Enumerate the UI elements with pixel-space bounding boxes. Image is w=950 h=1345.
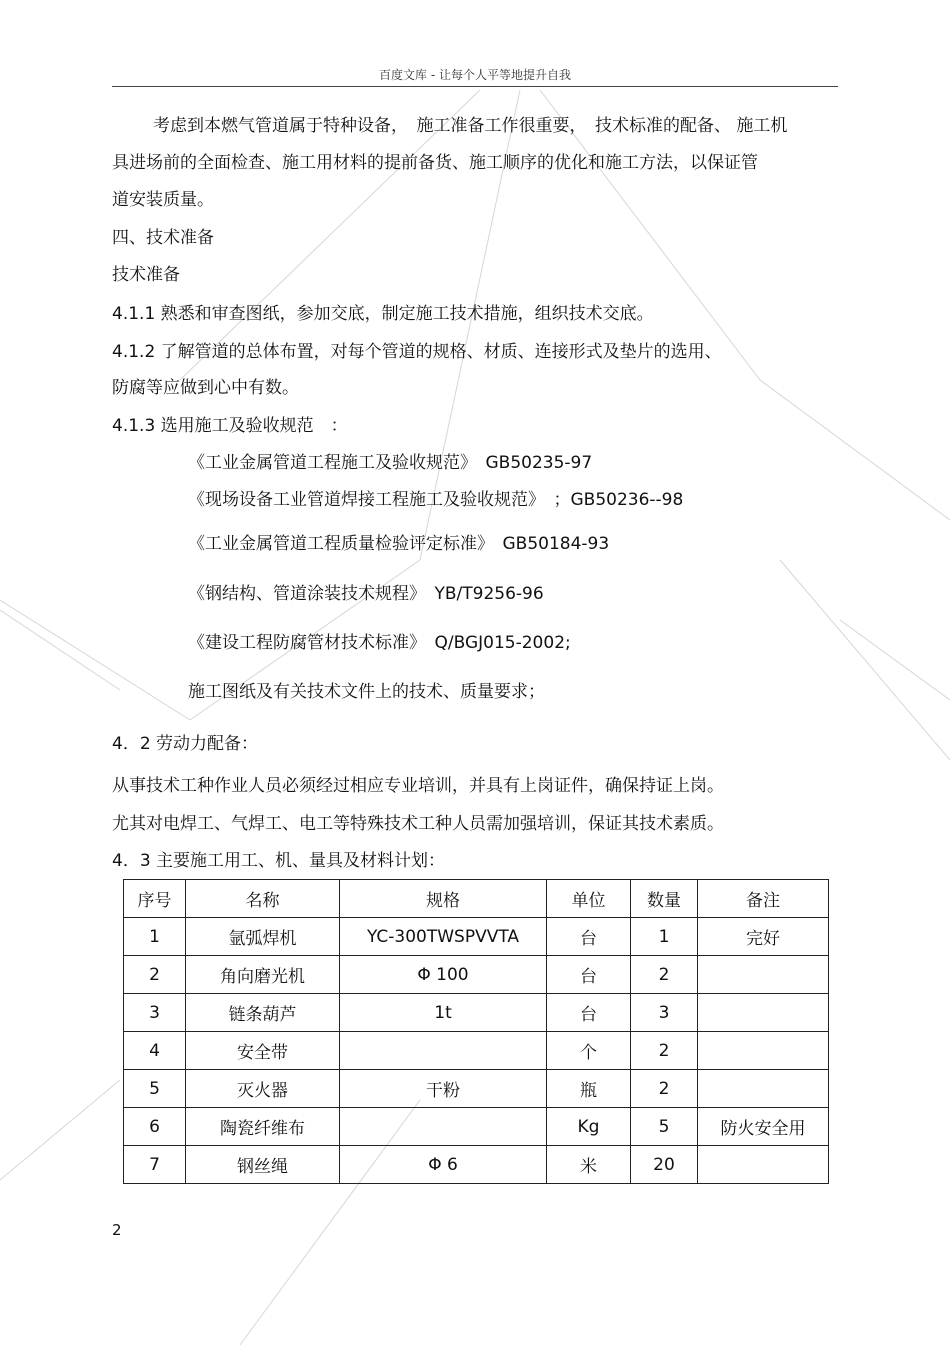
table-row — [124, 994, 829, 1032]
table-cell: 米 — [547, 1146, 631, 1184]
table-cell: 角向磨光机 — [186, 956, 340, 994]
table-cell: 5 — [631, 1108, 698, 1146]
table-cell: 钢丝绳 — [186, 1146, 340, 1184]
standard-1: 《工业金属管道工程施工及验收规范》 GB50235-97 — [188, 453, 593, 473]
para1-line2: 具进场前的全面检查、施工用材料的提前备货、施工顺序的优化和施工方法，以保证管 — [112, 153, 758, 173]
labor-line2: 尤其对电焊工、气焊工、电工等特殊技术工种人员需加强培训，保证其技术素质。 — [112, 814, 724, 834]
table-header-row — [124, 880, 829, 918]
standard-2: 《现场设备工业管道焊接工程施工及验收规范》 ；GB50236--98 — [188, 490, 684, 510]
table-cell — [698, 956, 829, 994]
table-cell: Φ 100 — [340, 956, 547, 994]
table-cell: 7 — [124, 1146, 186, 1184]
para1-line3: 道安装质量。 — [112, 190, 214, 210]
table-cell: 干粉 — [340, 1070, 547, 1108]
table-cell: 安全带 — [186, 1032, 340, 1070]
table-cell: 2 — [631, 956, 698, 994]
table-cell: 2 — [631, 1032, 698, 1070]
table-cell: Φ 6 — [340, 1146, 547, 1184]
table-cell: 防火安全用 — [698, 1108, 829, 1146]
table-cell: 1 — [631, 918, 698, 956]
page-number: 2 — [112, 1221, 122, 1239]
table-cell: 4 — [124, 1032, 186, 1070]
table-cell: 1 — [124, 918, 186, 956]
item-4-3: 4．3 主要施工用工、机、量具及材料计划： — [112, 851, 446, 871]
item-4-1-2-line2: 防腐等应做到心中有数。 — [112, 378, 299, 398]
section-title: 四、技术准备 — [112, 228, 214, 248]
standard-5: 《建设工程防腐管材技术标准》 Q/BGJ015-2002; — [188, 633, 571, 653]
table-cell: 5 — [124, 1070, 186, 1108]
header-rule — [112, 86, 838, 87]
para1-line1: 考虑到本燃气管道属于特种设备， 施工准备工作很重要， 技术标准的配备、 施工机 — [153, 116, 788, 136]
table-cell: 20 — [631, 1146, 698, 1184]
header-cell: 规格 — [340, 880, 547, 918]
table-row — [124, 1108, 829, 1146]
item-4-1-3: 4.1.3 选用施工及验收规范 ： — [112, 416, 348, 436]
table-cell: 氩弧焊机 — [186, 918, 340, 956]
table-row — [124, 1070, 829, 1108]
header-cell: 名称 — [186, 880, 340, 918]
item-4-1-1: 4.1.1 熟悉和审查图纸，参加交底，制定施工技术措施，组织技术交底。 — [112, 304, 654, 324]
table-cell: 个 — [547, 1032, 631, 1070]
table-cell — [698, 1146, 829, 1184]
table-cell: 链条葫芦 — [186, 994, 340, 1032]
table-cell: 台 — [547, 956, 631, 994]
table-cell: Kg — [547, 1108, 631, 1146]
table-cell — [698, 1070, 829, 1108]
table-cell: 3 — [631, 994, 698, 1032]
header-cell: 数量 — [631, 880, 698, 918]
header-cell: 单位 — [547, 880, 631, 918]
table-cell: 2 — [124, 956, 186, 994]
table-row — [124, 956, 829, 994]
table-cell: 2 — [631, 1070, 698, 1108]
labor-line1: 从事技术工种作业人员必须经过相应专业培训，并具有上岗证件，确保持证上岗。 — [112, 776, 724, 796]
item-4-2: 4．2 劳动力配备： — [112, 734, 259, 754]
table-row — [124, 918, 829, 956]
table-cell: 3 — [124, 994, 186, 1032]
subsection-title: 技术准备 — [112, 265, 180, 285]
table-row — [124, 1146, 829, 1184]
standard-3: 《工业金属管道工程质量检验评定标准》 GB50184-93 — [188, 534, 610, 554]
item-4-1-2-line1: 4.1.2 了解管道的总体布置，对每个管道的规格、材质、连接形式及垫片的选用、 — [112, 342, 722, 362]
table-cell — [698, 994, 829, 1032]
header-cell: 备注 — [698, 880, 829, 918]
materials-table — [123, 879, 829, 1184]
header-cell: 序号 — [124, 880, 186, 918]
table-cell: YC-300TWSPVVTA — [340, 918, 547, 956]
table-cell: 灭火器 — [186, 1070, 340, 1108]
standard-6: 施工图纸及有关技术文件上的技术、质量要求； — [188, 682, 545, 702]
table-cell: 1t — [340, 994, 547, 1032]
table-cell: 瓶 — [547, 1070, 631, 1108]
table-cell: 台 — [547, 918, 631, 956]
table-cell: 台 — [547, 994, 631, 1032]
table-cell: 完好 — [698, 918, 829, 956]
table-cell — [340, 1108, 547, 1146]
table-row — [124, 1032, 829, 1070]
standard-4: 《钢结构、管道涂装技术规程》 YB/T9256-96 — [188, 584, 544, 604]
table-cell — [698, 1032, 829, 1070]
table-cell: 6 — [124, 1108, 186, 1146]
table-cell — [340, 1032, 547, 1070]
table-cell: 陶瓷纤维布 — [186, 1108, 340, 1146]
page-header: 百度文库 - 让每个人平等地提升自我 — [379, 68, 571, 82]
